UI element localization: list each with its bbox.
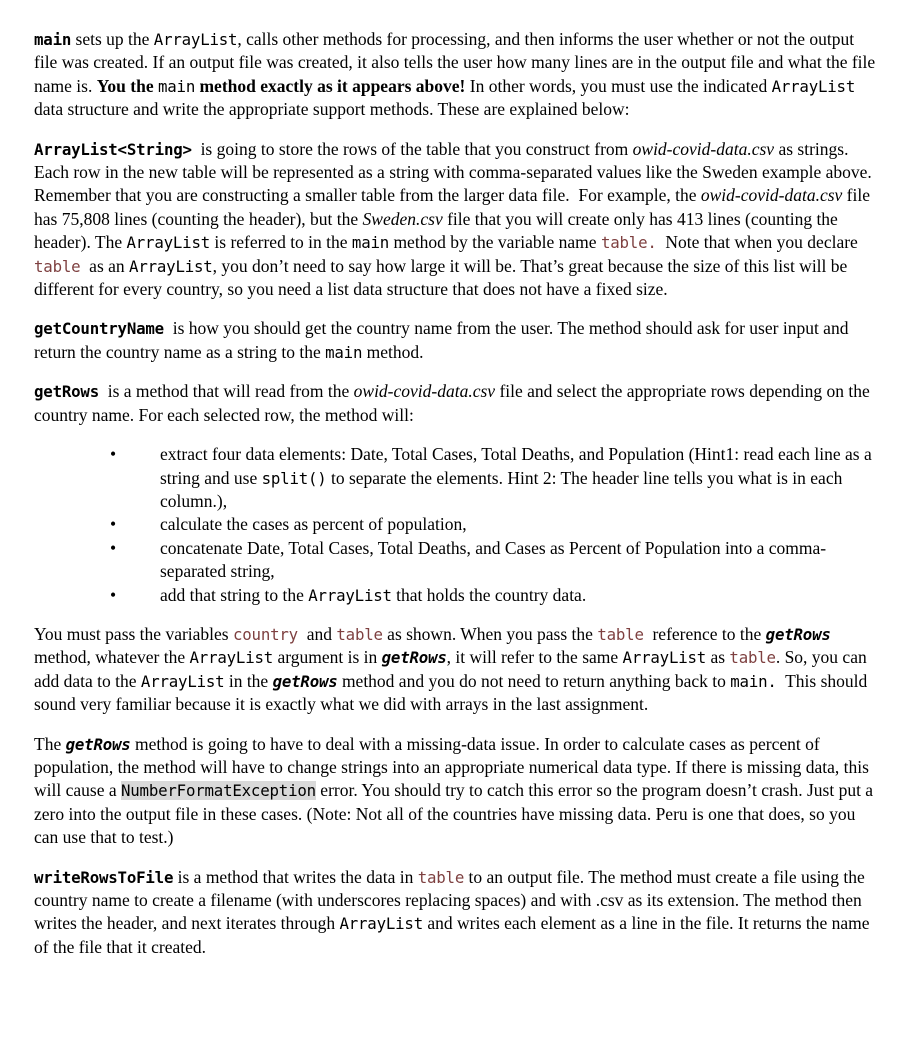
text-run: owid-covid-data.csv — [353, 381, 496, 402]
code-span-variable: table — [336, 624, 383, 644]
text-run: reference to the — [643, 623, 766, 644]
text-run: as shown. When you pass the — [382, 623, 598, 644]
text-run: This should sound very familiar because it is exactly what we did with arrays in the last assignment. — [34, 670, 872, 715]
text-run: as strings. Each row in the new table will be represented as a string with comma-separated values like the Sweden example above. Remember that you are constructing a smaller table from the larger data file. For example, the — [34, 138, 877, 206]
list-item — [160, 584, 880, 607]
code-span-variable: table — [729, 648, 776, 668]
text-run: as — [706, 647, 730, 668]
code-span: main — [34, 30, 72, 49]
code-span: getRows — [381, 648, 447, 668]
code-span: ArrayList — [189, 648, 274, 668]
text-run: file that you will create only has 413 lines (counting the header). The — [34, 208, 843, 253]
code-span: ArrayList<String> — [34, 139, 192, 159]
text-run: to separate the elements. Hint 2: The header line tells you what is in each column.), — [160, 467, 847, 511]
list-item — [160, 513, 880, 536]
text-run: is a method that will read from the — [98, 381, 354, 402]
text-run: extract four data elements: Date, Total Cases, Total Deaths, and Population (Hint1: read each line as a string and use — [160, 444, 877, 488]
text-run: . So, you can add data to the — [34, 647, 872, 691]
text-run: method by the variable name — [389, 232, 601, 253]
text-run: and — [297, 623, 337, 644]
code-span: ArrayList — [339, 914, 423, 934]
code-span: getRows — [65, 734, 131, 754]
text-run: , calls other methods for processing, and then informs the user whether or not the output file was created. If an output file was created, it also tells the user how many lines are in the output file and what the file name is. — [34, 29, 880, 96]
code-span-variable: table — [34, 256, 81, 276]
code-span: main — [351, 233, 390, 253]
bullet-list — [34, 443, 880, 607]
text-run: and writes each element as a line in the file. It returns the name of the file that it created. — [34, 913, 874, 957]
code-span: main — [325, 342, 363, 362]
text-run: file and select the appropriate rows depending on the country name. For each selected row, the method will: — [34, 381, 875, 425]
text-run: The — [34, 733, 66, 754]
paragraph — [34, 623, 880, 717]
paragraph — [34, 866, 880, 960]
text-run: file has 75,808 lines (counting the header), but the — [34, 185, 875, 229]
code-span-variable: table. — [600, 233, 657, 253]
code-span: ArrayList — [308, 585, 392, 605]
text-run: argument is in — [273, 647, 382, 668]
code-span-variable: table — [417, 867, 465, 887]
paragraph — [34, 317, 880, 364]
code-span: ArrayList — [622, 648, 707, 668]
text-run: concatenate Date, Total Cases, Total Deaths, and Cases as Percent of Population into a comma-separated string, — [160, 537, 827, 582]
text-run: , it will refer to the same — [446, 647, 623, 668]
code-span: getCountryName — [34, 319, 164, 339]
text-run: In other words, you must use the indicated — [465, 75, 772, 96]
text-run: data structure and write the appropriate support methods. These are explained below: — [34, 75, 860, 120]
text-run: You must pass the variables — [34, 623, 233, 644]
paragraph — [34, 28, 880, 122]
code-span: writeRowsToFile — [34, 867, 174, 887]
text-run: in the — [224, 670, 273, 691]
text-run: Note that when you declare — [656, 232, 863, 253]
text-run: calculate the cases as percent of population, — [160, 514, 467, 535]
text-run: is referred to in the — [210, 232, 352, 253]
text-run: owid-covid-data.csv — [632, 138, 775, 159]
paragraph — [34, 380, 880, 427]
list-item — [160, 443, 880, 513]
code-span-variable: table — [597, 624, 644, 644]
text-run: as an — [80, 255, 130, 276]
code-span-highlighted: NumberFormatException — [120, 781, 316, 801]
text-run: add that string to the — [160, 584, 309, 605]
code-span: ArrayList — [126, 233, 211, 253]
document-body — [34, 28, 880, 959]
list-item — [160, 537, 880, 584]
text-run: to an output file. The method must create a file using the country name to create a filename (with underscores replacing spaces) and with .csv as its extension. The method then writes the header, and next iterates through — [34, 866, 870, 934]
code-span: getRows — [272, 671, 338, 691]
code-span: main. — [730, 671, 777, 691]
text-run: that holds the country data. — [391, 584, 587, 605]
text-run: method. — [362, 341, 424, 362]
text-run: , you don’t need to say how large it will be. That’s great because the size of this list will be different for every country, so you need a list data structure that does not have a fixed size. — [34, 255, 852, 300]
text-run: method exactly as it appears above! — [195, 75, 466, 96]
text-run: error. You should try to catch this error so the program doesn’t crash. Just put a zero into the output file in these cases. (Note: Not all of the countries have missing data. Peru is one that does, so you can use that to test.) — [34, 780, 878, 848]
text-run: is a method that writes the data in — [173, 866, 418, 887]
code-span: getRows — [765, 624, 831, 644]
code-span-variable: country — [232, 624, 298, 644]
text-run: is how you should get the country name from the user. The method should ask for user input and return the country name as a string to the — [34, 318, 853, 362]
text-run: owid-covid-data.csv — [700, 185, 843, 206]
paragraph — [34, 733, 880, 850]
code-span: ArrayList — [129, 256, 213, 276]
code-span: split() — [261, 468, 327, 488]
text-run: Sweden.csv — [362, 208, 443, 229]
code-span: ArrayList — [140, 671, 225, 691]
text-run: is going to store the rows of the table that you construct from — [191, 138, 633, 159]
text-run: sets up the — [71, 29, 154, 49]
text-run: method and you do not need to return anything back to — [337, 670, 731, 691]
code-span: ArrayList — [153, 30, 238, 49]
paragraph — [34, 138, 880, 302]
code-span: ArrayList — [771, 76, 856, 96]
text-run: You the — [96, 75, 158, 96]
code-span: main — [157, 76, 196, 96]
code-span: getRows — [34, 382, 99, 402]
text-run: method, whatever the — [34, 623, 836, 668]
text-run: method is going to have to deal with a missing-data issue. In order to calculate cases as percent of population, the method will have to change strings into an appropriate numerical data type. If there is missing data, this will cause a — [34, 733, 874, 801]
